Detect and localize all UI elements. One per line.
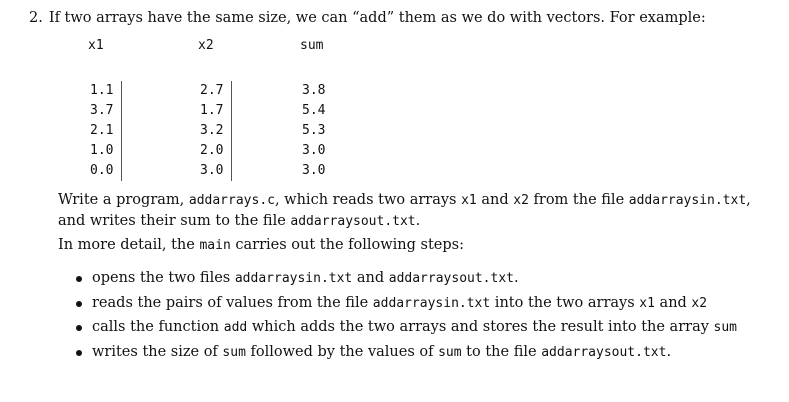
column-x2 (198, 38, 224, 178)
text-run: Write a program, (58, 192, 189, 208)
code-text: sum (222, 344, 246, 360)
text-run: reads the pairs of values from the file (92, 294, 373, 311)
column-header-x2: x2 (198, 38, 214, 53)
steps-intro (58, 235, 768, 256)
text-run: and (352, 270, 389, 286)
column-sum (300, 38, 326, 178)
list-item (76, 340, 776, 365)
text-run: , which reads two arrays (274, 192, 462, 208)
text-run: which adds the two arrays and stores the result into the array (247, 319, 714, 335)
table-cell: 3.2 (200, 123, 224, 138)
table-cell: 3.8 (302, 83, 326, 98)
bullet-icon (76, 350, 82, 356)
column-header-x1: x1 (88, 38, 104, 53)
code-text: sum (438, 344, 462, 360)
table-cell: 5.4 (302, 103, 326, 118)
bullet-icon (76, 301, 82, 307)
column-header-sum: sum (300, 38, 324, 53)
table-cell: 1.7 (200, 103, 224, 118)
code-text: x1 (639, 295, 655, 311)
text-run: . (415, 213, 421, 229)
table-cell: 3.0 (200, 163, 224, 178)
text-run: opens the two files (92, 270, 235, 286)
code-text: add (223, 320, 248, 335)
text-run: carries out the following steps: (230, 237, 464, 253)
bullet-icon (76, 276, 82, 282)
code-text: addarraysin.txt (372, 295, 491, 311)
text-run: In more detail, the (58, 237, 200, 253)
table-cell: 2.1 (90, 123, 114, 138)
code-text: addarraysout.txt (541, 344, 667, 360)
list-item (76, 315, 776, 340)
table-cell: 1.1 (90, 83, 114, 98)
problem-text-part: them as we do with vectors. For example: (394, 10, 706, 26)
task-description (58, 190, 768, 232)
main-function-name: main (199, 238, 231, 253)
table-cell: 2.0 (200, 143, 224, 158)
problem-number: 2. (29, 10, 43, 26)
table-cell: 1.0 (90, 143, 114, 158)
code-text: addarraysout.txt (388, 271, 514, 286)
problem-text-part: If two arrays have the same size, we can (48, 10, 353, 26)
list-item (76, 291, 776, 316)
table-cell: 3.7 (90, 103, 114, 118)
column-values-sum (302, 81, 325, 181)
text-run: writes the size of (92, 343, 223, 360)
column-values-x1 (90, 81, 122, 181)
text-run: , (746, 192, 751, 208)
text-run: . (666, 343, 672, 360)
code-text: sum (713, 320, 737, 335)
column-values-x2 (200, 81, 232, 181)
text-run: from the file (528, 192, 629, 208)
problem-quoted-add: “add” (352, 10, 395, 26)
table-cell: 5.3 (302, 123, 326, 138)
text-run: to the file (461, 343, 542, 360)
table-cell: 0.0 (90, 163, 114, 178)
column-x1 (88, 38, 114, 178)
table-cell: 3.0 (302, 143, 326, 158)
text-run: and writes their sum to the file (58, 213, 291, 229)
code-text: x2 (691, 295, 708, 311)
list-item (76, 266, 776, 291)
text-run: into the two arrays (490, 294, 640, 311)
text-run: . (513, 270, 519, 286)
program-filename: addarrays.c (188, 193, 275, 208)
problem-statement (29, 10, 706, 26)
table-cell: 3.0 (302, 163, 326, 178)
text-run: calls the function (92, 319, 224, 335)
array-name-x1: x1 (461, 193, 477, 208)
text-run: and (654, 294, 692, 311)
bullet-icon (76, 325, 82, 331)
input-filename: addarraysin.txt (628, 193, 747, 208)
code-text: addarraysin.txt (234, 271, 353, 286)
output-filename: addarraysout.txt (290, 214, 416, 229)
steps-list (76, 266, 776, 364)
array-name-x2: x2 (513, 193, 529, 208)
text-run: and (476, 192, 514, 208)
text-run: followed by the values of (245, 343, 439, 360)
table-cell: 2.7 (200, 83, 224, 98)
